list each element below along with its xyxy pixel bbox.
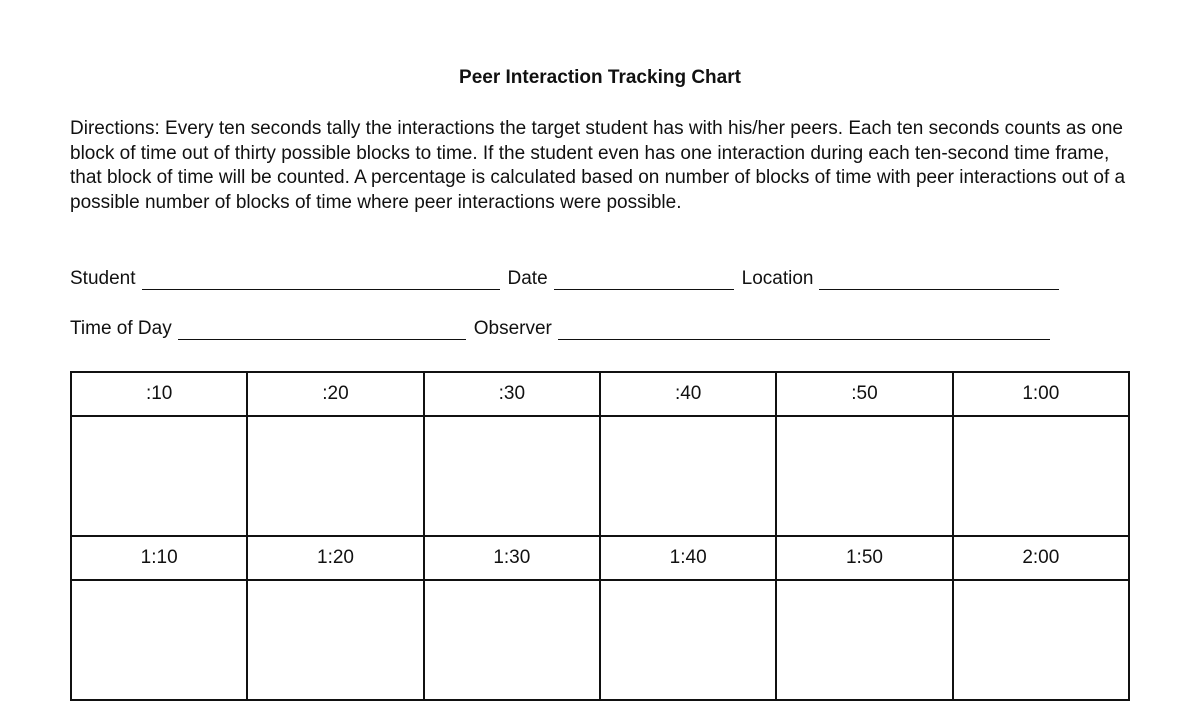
observer-field[interactable] xyxy=(474,318,1058,340)
interval-label: :20 xyxy=(247,372,423,416)
tally-box[interactable] xyxy=(424,580,600,700)
interval-label: 1:30 xyxy=(424,536,600,580)
tally-box[interactable] xyxy=(776,416,952,536)
tally-box[interactable] xyxy=(600,580,776,700)
interval-label: 2:00 xyxy=(953,536,1129,580)
location-label: Location xyxy=(741,268,814,289)
observer-label: Observer xyxy=(473,318,552,339)
time-of-day-field[interactable] xyxy=(70,318,474,340)
tally-row-2 xyxy=(71,580,1129,700)
grid-header-row-1 xyxy=(71,372,1129,416)
tally-box[interactable] xyxy=(953,416,1129,536)
location-field[interactable] xyxy=(742,268,1068,290)
tally-box[interactable] xyxy=(247,580,423,700)
interval-label: 1:40 xyxy=(600,536,776,580)
interval-label: :40 xyxy=(600,372,776,416)
interval-label: 1:50 xyxy=(776,536,952,580)
interval-label: :50 xyxy=(776,372,952,416)
directions-text: Directions: Every ten seconds tally the interactions the target student has with his/her peers. Each ten seconds counts as one block of time out of thirty possible blocks to time. If the student even has one interaction during each ten-second time frame, that block of time will be counted. A percentage is calculated based on number of blocks of time with peer interactions out of a possible number of blocks of time where peer interactions were possible. xyxy=(70,118,1126,213)
tally-box[interactable] xyxy=(71,580,247,700)
tally-box[interactable] xyxy=(247,416,423,536)
tally-row-1 xyxy=(71,416,1129,536)
interval-label: 1:20 xyxy=(247,536,423,580)
interval-label: 1:10 xyxy=(71,536,247,580)
tally-box[interactable] xyxy=(953,580,1129,700)
time-of-day-label: Time of Day xyxy=(70,318,172,339)
field-row-2 xyxy=(70,314,1058,340)
interval-label: 1:00 xyxy=(953,372,1129,416)
tally-box[interactable] xyxy=(600,416,776,536)
date-label: Date xyxy=(507,268,548,289)
tally-box[interactable] xyxy=(71,416,247,536)
time-of-day-line[interactable] xyxy=(178,319,466,340)
tally-box[interactable] xyxy=(776,580,952,700)
tracking-grid xyxy=(70,371,1130,701)
student-label: Student xyxy=(70,268,136,289)
student-field[interactable] xyxy=(70,268,508,290)
location-line[interactable] xyxy=(819,269,1059,290)
date-field[interactable] xyxy=(508,268,742,290)
grid-header-row-2 xyxy=(71,536,1129,580)
observer-line[interactable] xyxy=(558,319,1050,340)
field-row-1 xyxy=(70,264,1067,290)
interval-label: :30 xyxy=(424,372,600,416)
student-line[interactable] xyxy=(142,269,500,290)
page-title: Peer Interaction Tracking Chart xyxy=(459,67,741,88)
interval-label: :10 xyxy=(71,372,247,416)
tally-box[interactable] xyxy=(424,416,600,536)
date-line[interactable] xyxy=(554,269,734,290)
